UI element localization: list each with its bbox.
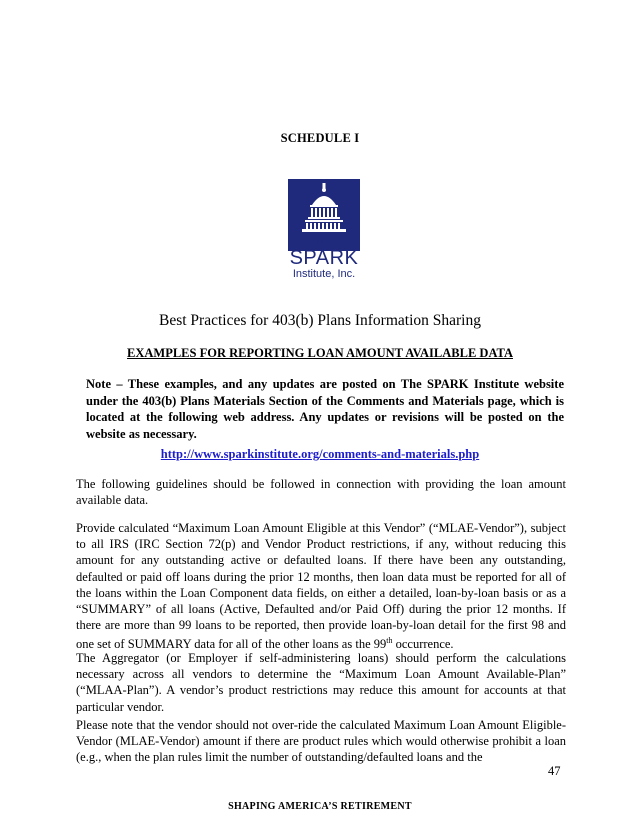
guidelines-paragraph: The following guidelines should be followed in connection with providing the loan amount available data. xyxy=(76,477,566,508)
footer-tagline: SHAPING AMERICA’S RETIREMENT xyxy=(228,801,412,812)
document-title: Best Practices for 403(b) Plans Information Sharing xyxy=(159,312,481,329)
mlae-vendor-text: Provide calculated “Maximum Loan Amount Eligible at this Vendor” (“MLAE-Vendor”), subject to all IRS (IRC Section 72(p) and Vendor Product restrictions, if any, without reducing this amount for any outstanding active or defaulted loans. If there have been any outstanding, defaulted or paid off loans during the prior 12 months, then loan data must be reported for all of the loans within the Loan Component data fields, on either a detailed, loan-by-loan basis or as a “SUMMARY” of all loans (Active, Defaulted and/or Paid Off) during the prior 12 months. If there are more than 99 loans to be reported, then provide loan-by-loan detail for the first 98 and one set of SUMMARY data for all of the other loans as the 99 xyxy=(76,521,566,652)
spark-institute-logo xyxy=(288,179,360,279)
logo-the-label: THE xyxy=(315,239,333,246)
mlae-vendor-paragraph xyxy=(76,520,566,653)
materials-link[interactable]: http://www.sparkinstitute.org/comments-and-materials.php xyxy=(160,447,480,461)
mlae-vendor-text-end: occurrence. xyxy=(392,637,454,652)
section-heading: EXAMPLES FOR REPORTING LOAN AMOUNT AVAILABLE DATA xyxy=(127,346,513,360)
page-number: 47 xyxy=(548,764,561,778)
ordinal-superscript: th xyxy=(386,636,393,646)
aggregator-paragraph: The Aggregator (or Employer if self-administering loans) should perform the calculations necessary across all vendors to determine the “Maximum Loan Amount Available-Plan” (“MLAA-Plan”). A vendor’s product restrictions may reduce this amount for accounts at that particular vendor. xyxy=(76,651,566,714)
schedule-title: SCHEDULE I xyxy=(280,131,360,145)
note-paragraph: Note – These examples, and any updates are posted on The SPARK Institute website under the 403(b) Plans Materials Section of the Comments and Materials page, which is located at the following web address. Any updates or revisions will be posted on the website as necessary. xyxy=(86,377,564,441)
logo-spark-wordmark: SPARK xyxy=(289,247,359,269)
logo-institute-label: Institute, Inc. xyxy=(292,268,356,280)
override-paragraph: Please note that the vendor should not over-ride the calculated Maximum Loan Amount Eligible-Vendor (MLAE-Vendor) amount if there are product rules which would otherwise prohibit a loan (e.g., when the plan rules limit the number of outstanding/defaulted loans and the xyxy=(76,718,566,765)
